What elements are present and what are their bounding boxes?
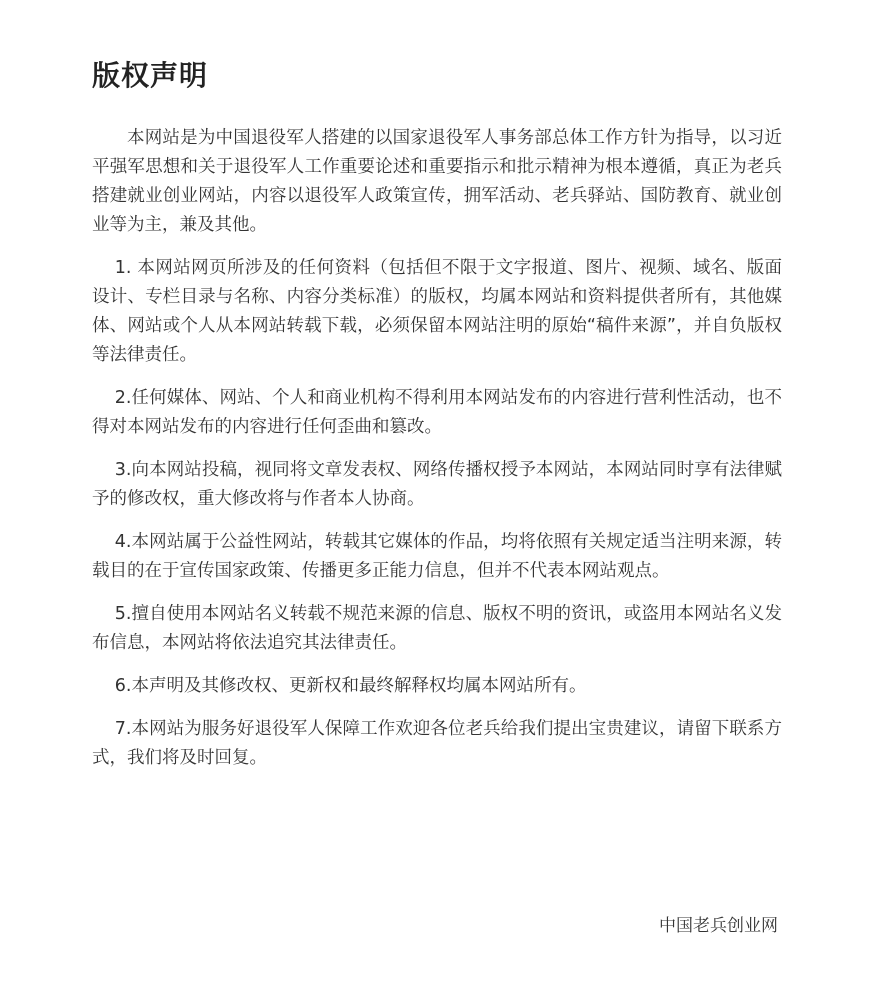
- clause-6: 6.本声明及其修改权、更新权和最终解释权均属本网站所有。: [114, 676, 587, 696]
- site-signature: 中国老兵创业网: [659, 916, 778, 936]
- clause-1: 1. 本网站网页所涉及的任何资料（包括但不限于文字报道、图片、视频、域名、版面设计、专栏目录与名称、内容分类标准）的版权，均属本网站和资料提供者所有，其他媒体、网站或个人从本网站转载下载，必须保留本网站注明的原始“稿件来源”，并自负版权等法律责任。: [92, 258, 782, 365]
- page-title: 版权声明: [92, 59, 209, 92]
- clause-4: 4.本网站属于公益性网站，转载其它媒体的作品，均将依照有关规定适当注明来源，转载目的在于宣传国家政策、传播更多正能力信息，但并不代表本网站观点。: [92, 532, 782, 581]
- statement-body: [92, 124, 782, 787]
- clause-7: 7.本网站为服务好退役军人保障工作欢迎各位老兵给我们提出宝贵建议，请留下联系方式，我们将及时回复。: [92, 719, 782, 768]
- clause-5: 5.擅自使用本网站名义转载不规范来源的信息、版权不明的资讯，或盗用本网站名义发布信息，本网站将依法追究其法律责任。: [92, 604, 782, 653]
- clause-2: 2.任何媒体、网站、个人和商业机构不得利用本网站发布的内容进行营利性活动，也不得对本网站发布的内容进行任何歪曲和篡改。: [92, 388, 782, 437]
- intro-paragraph: 本网站是为中国退役军人搭建的以国家退役军人事务部总体工作方针为指导，以习近平强军思想和关于退役军人工作重要论述和重要指示和批示精神为根本遵循，真正为老兵搭建就业创业网站，内容以退役军人政策宣传，拥军活动、老兵驿站、国防教育、就业创业等为主，兼及其他。: [92, 128, 782, 235]
- clause-3: 3.向本网站投稿，视同将文章发表权、网络传播权授予本网站，本网站同时享有法律赋予的修改权，重大修改将与作者本人协商。: [92, 460, 782, 509]
